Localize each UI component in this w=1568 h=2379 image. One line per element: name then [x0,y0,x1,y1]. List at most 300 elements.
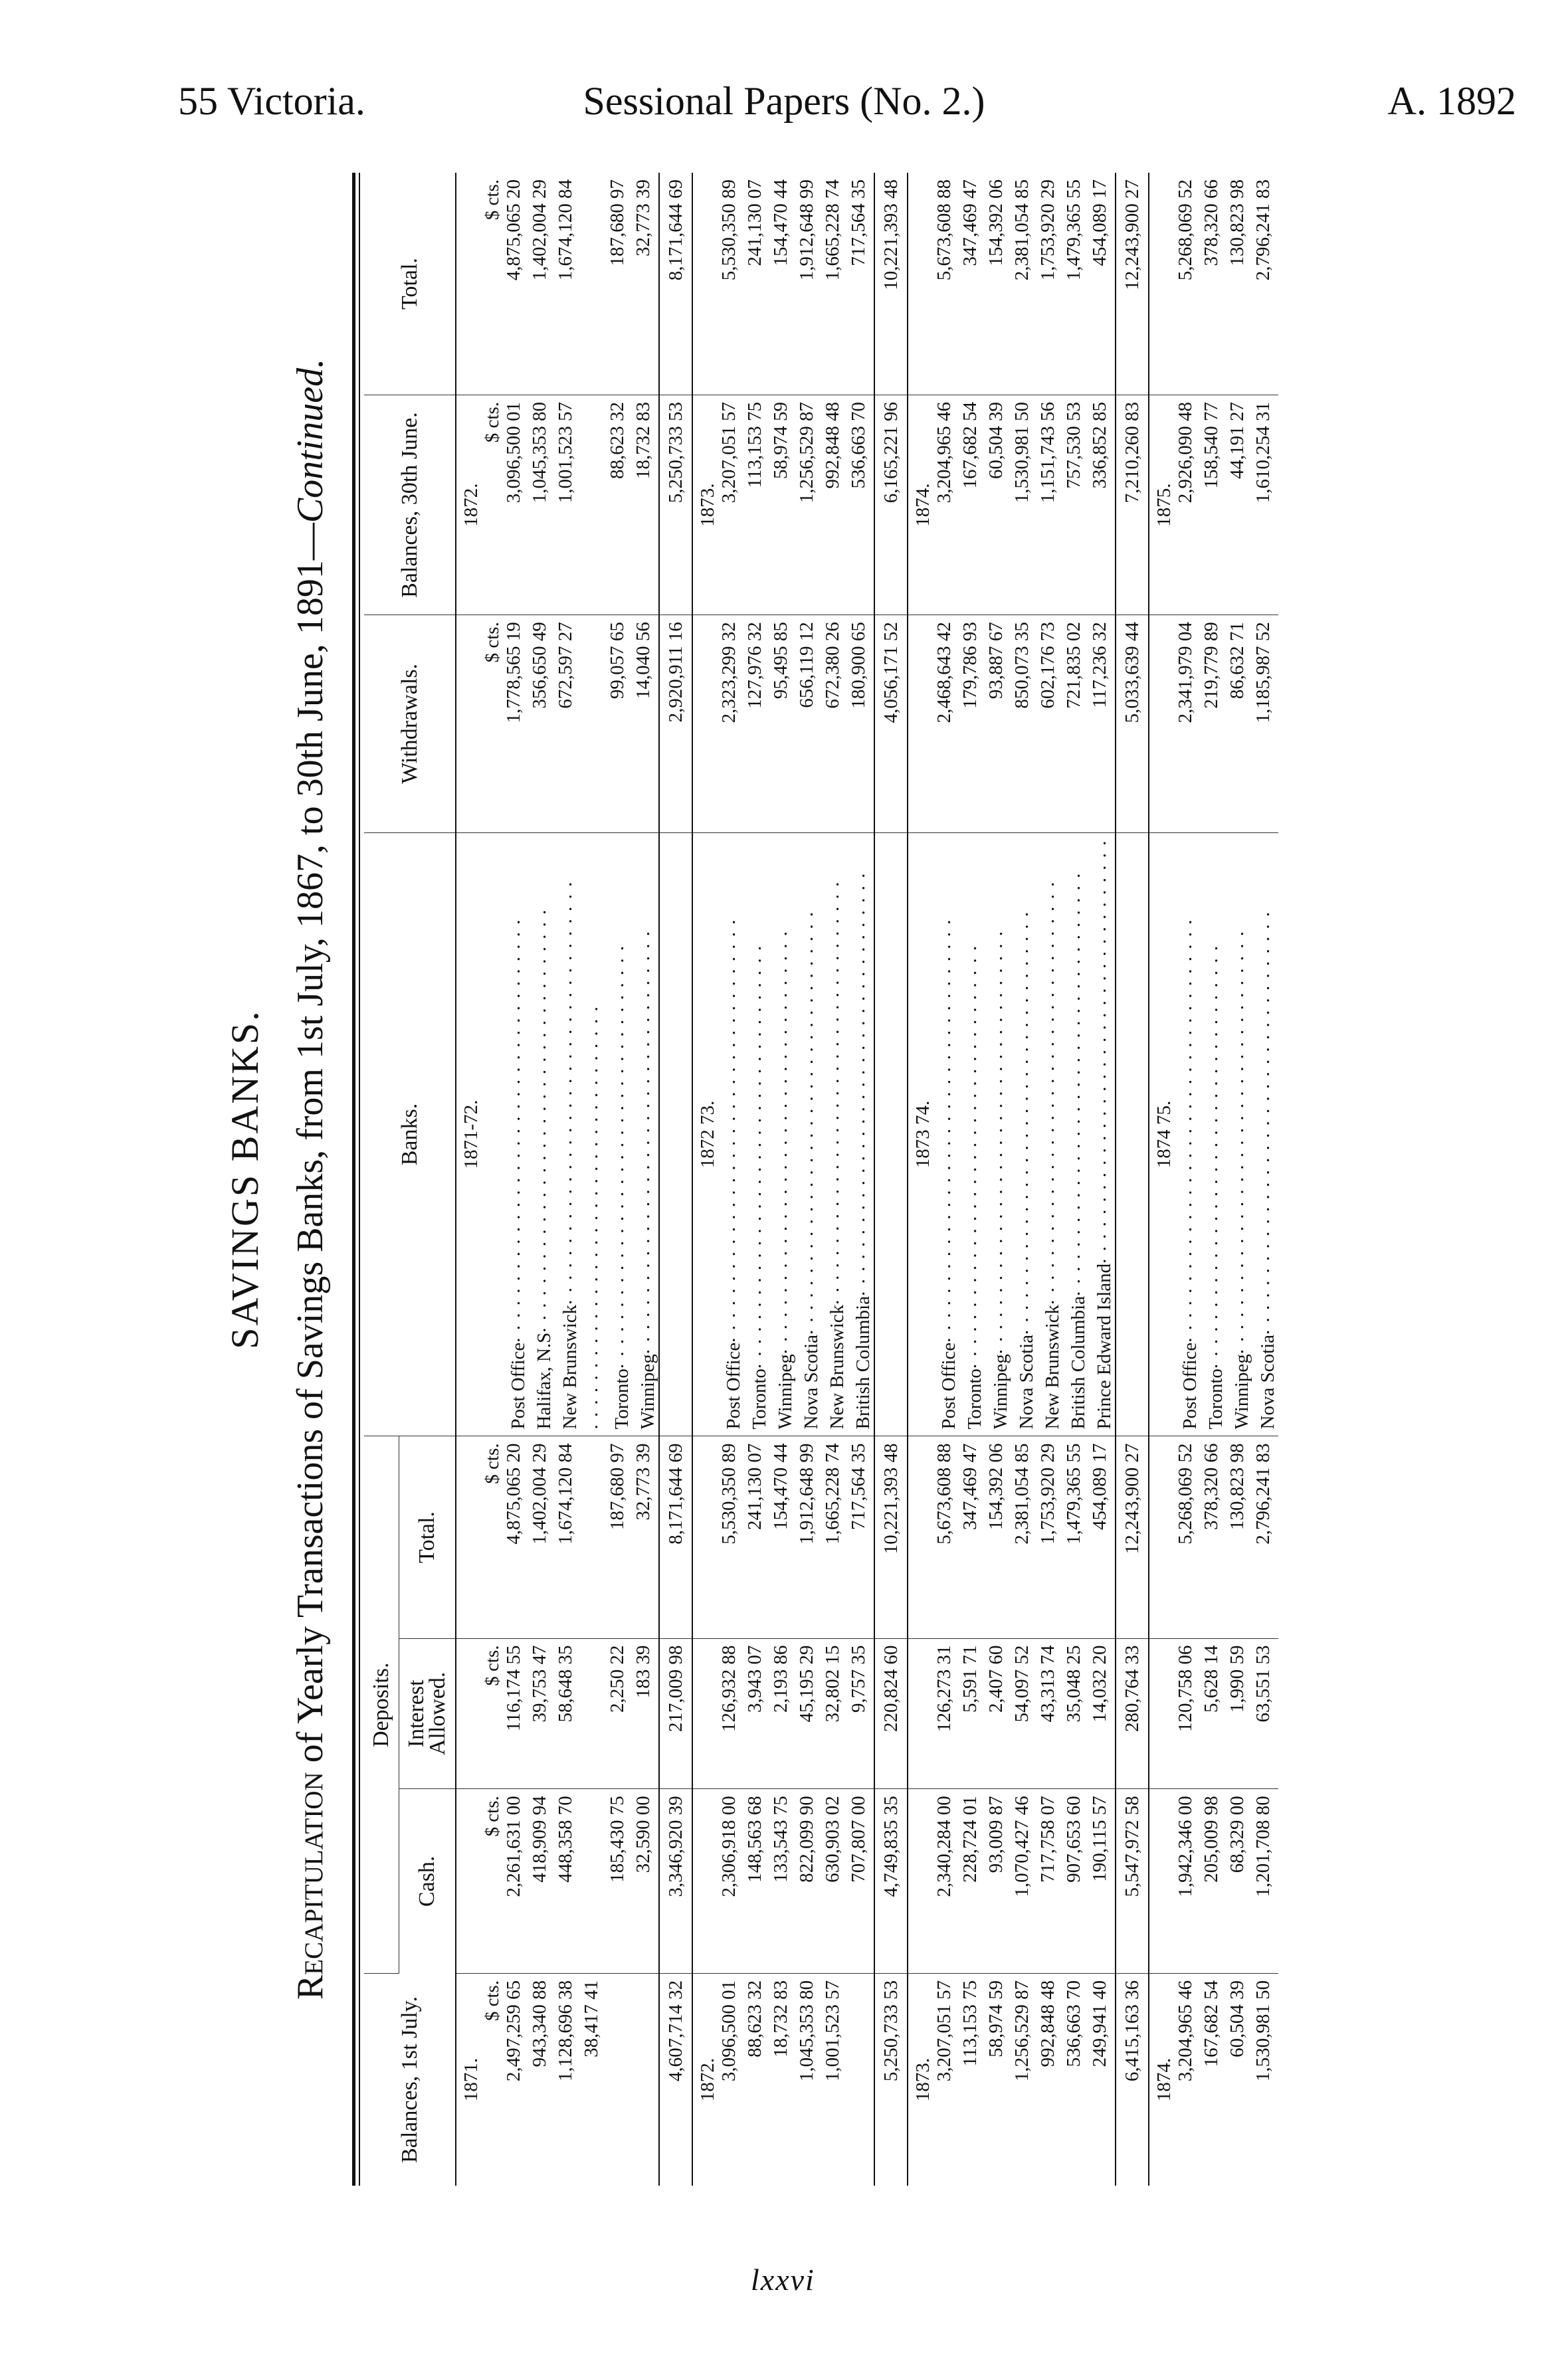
empty-cell [908,1638,933,1789]
units-label [482,615,503,832]
amount-cell: 228,724 01 [959,1789,985,1974]
amount-cell: 1,778,565 19 [503,615,529,832]
cents-label: cts. [482,1645,503,1671]
bank-name-cell [1063,832,1089,1436]
leader-dots [822,881,843,1305]
amount-cell: 58,648 35 [555,1638,581,1789]
amount-cell: 1,674,120 84 [555,1436,581,1638]
leader-dots [933,918,955,1342]
amount-cell: 44,191 27 [1226,395,1252,615]
amount-cell: 3,207,051 57 [718,395,744,615]
amount-cell: 133,543 75 [770,1789,796,1974]
empty-cell [456,1436,482,1638]
amount-cell: 54,097 52 [1011,1638,1037,1789]
amount-cell: 167,682 54 [959,395,985,615]
amount-cell: 1,912,648 99 [796,173,822,395]
col-header-deposits: Deposits. [364,1436,399,1973]
amount-cell: 2,306,918 00 [718,1789,744,1974]
year-close-label: 1874. [908,395,933,615]
bank-name: Winnipeg [637,1354,658,1430]
amount-cell: 378,320 66 [1201,1436,1226,1638]
empty-cell [1149,1638,1175,1789]
header-title: Sessional Papers (No. 2.) [583,79,985,123]
bank-name: New Brunswick [1042,1304,1063,1430]
amount-cell: 86,632 71 [1226,615,1252,832]
bank-name-cell [1011,832,1037,1436]
amount-cell: 378,320 66 [1201,173,1226,395]
year-close-label: 1875. [1149,395,1175,615]
total-amount-cell: 217,009 98 [659,1638,692,1789]
amount-cell: 63,551 53 [1252,1638,1278,1789]
amount-cell: 95,495 85 [770,615,796,832]
amount-cell: 68,329 00 [1226,1789,1252,1974]
amount-cell: 1,201,708 80 [1252,1789,1278,1974]
units-label [482,1638,503,1789]
bank-name-cell [633,832,659,1436]
empty-cell [908,615,933,832]
amount-cell: 1,001,523 57 [555,395,581,615]
leader-dots [633,930,654,1354]
bank-name-cell [770,832,796,1436]
amount-cell: 4,875,065 20 [503,1436,529,1638]
col-header-balances-open: Balances, 1st July. [364,1973,456,2186]
amount-cell: 992,848 48 [1037,1980,1058,2067]
amount-cell [607,1973,633,2186]
amount-cell: 1,001,523 57 [822,1980,843,2082]
amount-cell: 907,653 60 [1063,1789,1089,1974]
bank-name: Post Office [938,1342,959,1430]
table-row [581,173,607,2186]
amount-cell: 721,835 02 [1063,615,1089,832]
cents-label: cts. [482,1796,503,1822]
empty-cell [1149,1436,1175,1638]
section-total-row [659,173,692,2186]
amount-cell: 1,185,987 52 [1252,615,1278,832]
amount-cell: 113,153 75 [959,1980,981,2067]
amount-cell: 113,153 75 [744,395,770,615]
amount-cell: 5,530,350 89 [718,173,744,395]
table-row [1011,173,1037,2186]
dollar-sign: $ [482,1676,503,1686]
bank-name: Post Office [1179,1342,1201,1430]
amount-cell: 656,119 12 [796,615,822,832]
amount-cell: 2,497,259 65 [503,1980,524,2082]
table-frame [352,173,1475,2186]
leader-dots [959,945,981,1369]
amount-cell: 241,130 07 [744,173,770,395]
empty-cell [908,173,933,395]
bank-name: Winnipeg [1231,1354,1252,1430]
bank-name-cell [1201,832,1226,1436]
amount-cell: 187,680 97 [607,173,633,395]
empty-cell [482,832,503,1436]
amount-cell: 2,193 86 [770,1638,796,1789]
amount-cell: 1,045,353 80 [529,395,555,615]
table-row [607,173,633,2186]
amount-cell: 822,099 90 [796,1789,822,1974]
table-row [959,173,985,2186]
total-amount-cell: 12,243,900 27 [1116,1436,1149,1638]
empty-cell [456,173,482,395]
bank-name-cell [1252,832,1278,1436]
total-amount-cell: 6,165,221 96 [874,395,908,615]
cents-label: cts. [482,402,503,428]
amount-cell: 757,530 53 [1063,395,1089,615]
table-row [770,173,796,2186]
amount-cell: 2,381,054 85 [1011,173,1037,395]
amount-cell: 717,758 07 [1037,1789,1063,1974]
leader-dots [985,930,1007,1354]
leader-dots [744,945,765,1369]
amount-cell: 60,504 39 [985,395,1011,615]
amount-cell: 1,070,427 46 [1011,1789,1037,1974]
total-amount-cell: 5,547,972 58 [1116,1789,1149,1974]
bank-name: New Brunswick [827,1304,848,1430]
amount-cell: 5,673,608 88 [933,1436,959,1638]
amount-cell: 1,674,120 84 [555,173,581,395]
amount-cell: 536,663 70 [1063,1980,1084,2067]
empty-cell [692,173,718,395]
amount-cell: 2,796,241 83 [1252,1436,1278,1638]
amount-cell: 2,261,631 00 [503,1789,529,1974]
amount-cell: 672,597 27 [555,615,581,832]
section-year-row [456,173,482,2186]
leader-dots [581,1005,602,1429]
table-row [1175,173,1201,2186]
empty-cell [1149,173,1175,395]
dollar-sign: $ [482,1826,503,1837]
bank-name-cell [607,832,633,1436]
top-rule-thin [359,173,360,2186]
total-amount-cell: 10,221,393 48 [874,173,908,395]
amount-cell: 154,470 44 [770,173,796,395]
bank-name: Nova Scotia [801,1334,822,1430]
empty-cell [692,1638,718,1789]
amount-cell [581,615,607,832]
amount-cell: 39,753 47 [529,1638,555,1789]
amount-cell: 3,096,500 01 [718,1980,739,2082]
total-amount-cell: 220,824 60 [874,1638,908,1789]
amount-cell: 672,380 26 [822,615,848,832]
dollar-sign: $ [482,432,503,443]
empty-cell [1149,1789,1175,1974]
amount-cell: 185,430 75 [607,1789,633,1974]
table-row [1089,173,1116,2186]
year-open-label: 1874. [1153,2057,1175,2102]
amount-cell: 130,823 98 [1226,173,1252,395]
amount-cell: 2,381,054 85 [1011,1436,1037,1638]
bank-name-cell [503,832,529,1436]
leader-dots [1175,918,1196,1342]
table-row [796,173,822,2186]
amount-cell: 180,900 65 [848,615,874,832]
amount-cell: 448,358 70 [555,1789,581,1974]
amount-cell: 58,974 59 [985,1980,1007,2057]
amount-cell: 1,753,920 29 [1037,173,1063,395]
empty-cell [1149,615,1175,832]
bank-name-cell [744,832,770,1436]
amount-cell: 126,932 88 [718,1638,744,1789]
amount-cell: 1,128,696 38 [555,1980,576,2082]
col-header-balances-close: Balances, 30th June. [364,395,456,615]
amount-cell: 850,073 35 [1011,615,1037,832]
leader-dots [529,908,550,1332]
amount-cell: 2,926,090 48 [1175,395,1201,615]
table-row [633,173,659,2186]
amount-cell: 43,313 74 [1037,1638,1063,1789]
amount-cell: 2,796,241 83 [1252,173,1278,395]
amount-cell: 117,236 32 [1089,615,1116,832]
amount-cell: 1,610,254 31 [1252,395,1278,615]
page-number: lxxvi [751,2263,815,2297]
leader-dots [718,918,739,1342]
amount-cell: 347,469 47 [959,1436,985,1638]
amount-cell: 3,207,051 57 [933,1980,955,2082]
amount-cell: 14,040 56 [633,615,659,832]
amount-cell: 241,130 07 [744,1436,770,1638]
amount-cell: 190,115 57 [1089,1789,1116,1974]
table-row [1226,173,1252,2186]
amount-cell: 183 39 [633,1638,659,1789]
amount-cell: 116,174 55 [503,1638,529,1789]
empty-cell [456,615,482,832]
bank-name: Toronto [749,1369,770,1430]
amount-cell: 148,563 68 [744,1789,770,1974]
leader-dots [555,881,576,1305]
col-header-deposit-total: Total. [399,1436,456,1638]
col-header-cash: Cash. [399,1789,456,1974]
total-amount-cell: 2,920,911 16 [659,615,692,832]
amount-cell [581,173,607,395]
amount-cell: 60,504 39 [1226,1980,1248,2057]
amount-cell: 717,564 35 [848,1436,874,1638]
section-year-row [908,173,933,2186]
subtitle-suffix: Continued. [290,358,331,523]
period-label: 1873 74. [908,832,933,1436]
total-amount-cell: 4,056,171 52 [874,615,908,832]
empty-cell [692,1436,718,1638]
amount-cell: 5,268,069 52 [1175,1436,1201,1638]
amount-cell: 1,256,529 87 [1011,1980,1032,2082]
amount-cell: 454,089 17 [1089,1436,1116,1638]
bank-name: British Columbia [852,1295,874,1430]
amount-cell [581,395,607,615]
table-row [555,173,581,2186]
header-volume: 55 Victoria. [178,79,365,123]
bank-name: Toronto [1205,1369,1226,1430]
total-amount-cell: 3,346,920 39 [659,1789,692,1974]
amount-cell: 1,942,346 00 [1175,1789,1201,1974]
bank-name-cell [555,832,581,1436]
table-row [1201,173,1226,2186]
empty-cell [692,1789,718,1974]
dollar-sign: $ [482,652,503,663]
amount-cell: 35,048 25 [1063,1638,1089,1789]
bank-name: Post Office [723,1342,744,1430]
amount-cell: 249,941 40 [1089,1980,1110,2067]
amount-cell: 9,757 35 [848,1638,874,1789]
total-amount-cell: 5,250,733 53 [659,395,692,615]
amount-cell: 1,402,004 29 [529,173,555,395]
amount-cell: 2,340,284 00 [933,1789,959,1974]
table-row [744,173,770,2186]
amount-cell: 32,773 39 [633,1436,659,1638]
dollar-sign: $ [482,1474,503,1484]
amount-cell: 717,564 35 [848,173,874,395]
top-rule [352,173,355,2186]
year-open-label: 1871. [460,2057,482,2102]
cents-label: cts. [482,1443,503,1470]
amount-cell: 3,096,500 01 [503,395,529,615]
empty-cell [908,1436,933,1638]
amount-cell: 158,540 77 [1201,395,1226,615]
leader-dots [607,945,628,1369]
total-amount-cell: 6,415,163 36 [1116,1973,1149,2186]
units-row [482,173,503,2186]
table-subtitle [289,173,332,2186]
table-row [529,173,555,2186]
bank-name-cell [718,832,744,1436]
amount-cell: 154,470 44 [770,1436,796,1638]
amount-cell: 88,623 32 [744,1980,765,2057]
leader-dots [1037,881,1058,1305]
amount-cell: 154,392 06 [985,1436,1011,1638]
amount-cell: 99,057 65 [607,615,633,832]
bank-name: New Brunswick [559,1304,581,1430]
year-close-label: 1873. [692,395,718,615]
amount-cell: 2,250 22 [607,1638,633,1789]
amount-cell: 336,852 85 [1089,395,1116,615]
amount-cell: 14,032 20 [1089,1638,1116,1789]
bank-name-cell [581,832,607,1436]
amount-cell: 3,943 07 [744,1638,770,1789]
amount-cell: 45,195 29 [796,1638,822,1789]
period-label: 1874 75. [1149,832,1175,1436]
amount-cell: 5,268,069 52 [1175,173,1201,395]
units-label [482,1789,503,1974]
amount-cell: 602,176 73 [1037,615,1063,832]
total-amount-cell: 12,243,900 27 [1116,173,1149,395]
header-year: A. 1892 [1387,79,1516,123]
amount-cell: 127,976 32 [744,615,770,832]
cents-label: cts. [482,622,503,648]
amount-cell: 5,628 14 [1201,1638,1226,1789]
units-label [482,173,503,395]
amount-cell: 32,773 39 [633,173,659,395]
amount-cell: 88,623 32 [607,395,633,615]
amount-cell: 943,340 88 [529,1980,550,2067]
bank-name-cell [959,832,985,1436]
table-row [718,173,744,2186]
amount-cell: 179,786 93 [959,615,985,832]
amount-cell: 1,530,981 50 [1011,395,1037,615]
leader-dots [1011,911,1032,1335]
amount-cell: 130,823 98 [1226,1436,1252,1638]
savings-banks-table [364,173,1278,2186]
amount-cell: 187,680 97 [607,1436,633,1638]
table-row [1063,173,1089,2186]
total-amount-cell: 280,764 33 [1116,1638,1149,1789]
bank-name-cell [985,832,1011,1436]
bank-name: Halifax, N.S [534,1332,555,1430]
leader-dots [1226,930,1248,1354]
amount-cell: 126,273 31 [933,1638,959,1789]
empty-cell [1116,832,1149,1436]
bank-name: Toronto [964,1369,985,1430]
amount-cell: 2,468,643 42 [933,615,959,832]
year-close-label: 1872. [456,395,482,615]
bank-name: British Columbia [1068,1295,1089,1430]
bank-name-cell [529,832,555,1436]
units-label [482,1436,503,1638]
amount-cell: 2,341,979 04 [1175,615,1201,832]
amount-cell: 154,392 06 [985,173,1011,395]
amount-cell [581,1789,607,1974]
bank-name-cell [848,832,874,1436]
amount-cell [581,1436,607,1638]
subtitle-main: of Yearly Transactions of Savings Banks, from 1st July, 1867, to 30th June, 1891— [290,523,331,1772]
section-total-row [874,173,908,2186]
amount-cell: 32,802 15 [822,1638,848,1789]
amount-cell: 38,417 41 [581,1980,602,2057]
bank-name-cell [1226,832,1252,1436]
amount-cell: 1,912,648 99 [796,1436,822,1638]
amount-cell: 1,665,228 74 [822,1436,848,1638]
amount-cell: 992,848 48 [822,395,848,615]
amount-cell: 1,530,981 50 [1252,1980,1274,2082]
amount-cell: 32,590 00 [633,1789,659,1974]
total-amount-cell: 4,607,714 32 [659,1973,692,2186]
cents-label: cts. [482,179,503,206]
amount-cell: 356,650 49 [529,615,555,832]
total-amount-cell: 8,171,644 69 [659,1436,692,1638]
period-label: 1871-72. [456,832,482,1436]
dollar-sign: $ [482,2011,503,2022]
amount-cell: 1,045,353 80 [796,1980,817,2082]
amount-cell [581,1638,607,1789]
year-open-label: 1873. [912,2057,933,2102]
amount-cell: 3,204,965 46 [1175,1980,1196,2082]
bank-name: Winnipeg [990,1354,1011,1430]
leader-dots [1089,840,1110,1264]
bank-name-cell [933,832,959,1436]
amount-cell: 93,887 67 [985,615,1011,832]
leader-dots [848,872,869,1296]
amount-cell: 5,530,350 89 [718,1436,744,1638]
empty-cell [692,615,718,832]
units-label [482,1973,503,2186]
amount-cell: 1,479,365 55 [1063,173,1089,395]
amount-cell: 93,009 87 [985,1789,1011,1974]
amount-cell: 219,779 89 [1201,615,1226,832]
bank-name-cell [796,832,822,1436]
bank-name: Nova Scotia [1016,1334,1037,1430]
amount-cell: 418,909 94 [529,1789,555,1974]
leader-dots [503,918,524,1342]
empty-cell [659,832,692,1436]
table-body [456,173,1278,2186]
bank-name: Post Office [508,1342,529,1430]
empty-cell [456,1638,482,1789]
amount-cell: 5,673,608 88 [933,173,959,395]
bank-name: Toronto [611,1369,633,1430]
amount-cell: 2,407 60 [985,1638,1011,1789]
total-amount-cell: 5,033,639 44 [1116,615,1149,832]
amount-cell: 454,089 17 [1089,173,1116,395]
bank-name-cell [1175,832,1201,1436]
amount-cell: 3,204,965 46 [933,395,959,615]
amount-cell: 120,758 06 [1175,1638,1201,1789]
